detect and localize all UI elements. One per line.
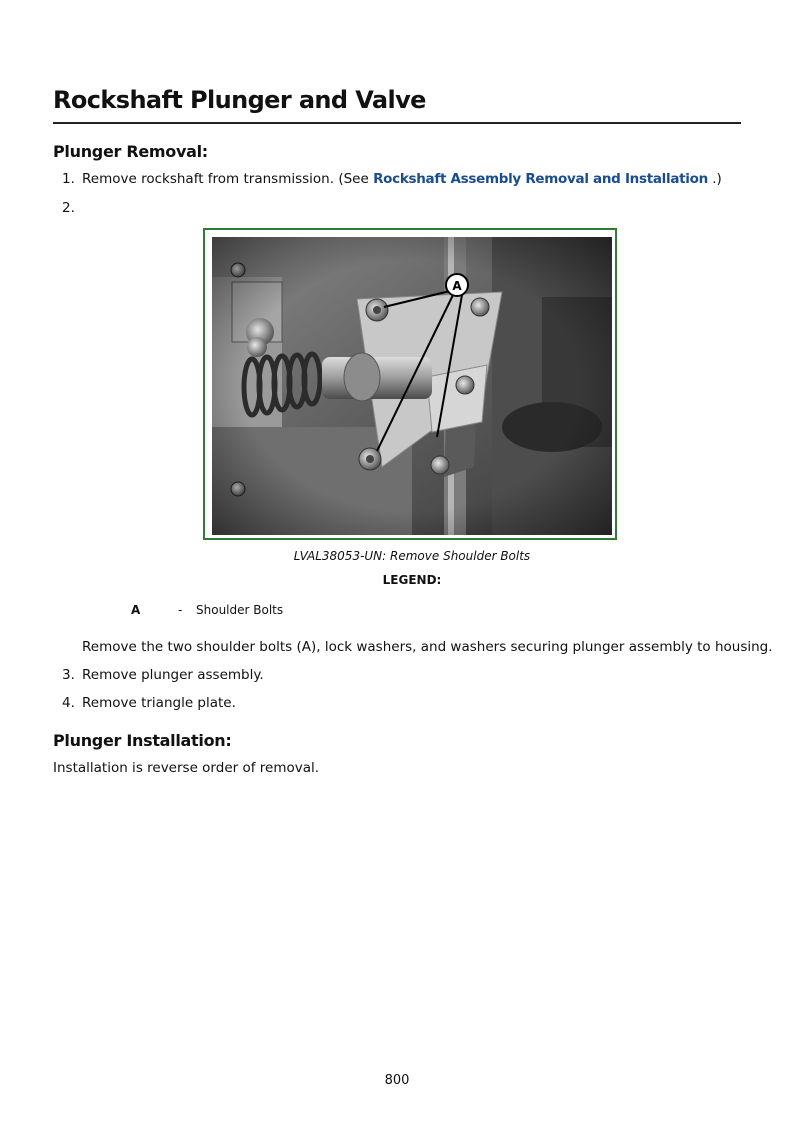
- step-number: 3.: [62, 667, 75, 683]
- page-number: 800: [384, 1073, 410, 1088]
- installation-text: Installation is reverse order of removal.: [53, 760, 320, 776]
- legend-key-a: A: [131, 603, 141, 617]
- plunger-installation-heading: Plunger Installation:: [53, 731, 232, 750]
- step-text-end: .): [707, 171, 722, 187]
- step-text: Remove triangle plate.: [82, 695, 236, 711]
- rockshaft-assembly-link[interactable]: Rockshaft Assembly Removal and Installation: [373, 171, 708, 187]
- legend-separator: -: [178, 603, 183, 617]
- removal-step-1: [62, 170, 722, 188]
- figure-frame: [203, 228, 617, 540]
- removal-step-2: [62, 199, 82, 217]
- legend-description: Shoulder Bolts: [196, 603, 284, 617]
- shoulder-bolts-photo: [212, 237, 612, 535]
- step-2-instruction: Remove the two shoulder bolts (A), lock washers, and washers securing plunger assembly to housing.: [82, 639, 773, 655]
- plunger-removal-heading: Plunger Removal:: [53, 142, 208, 161]
- step-number: 1.: [62, 171, 75, 187]
- page-title: Rockshaft Plunger and Valve: [53, 86, 426, 114]
- legend-title: LEGEND:: [382, 573, 442, 587]
- step-text: Remove plunger assembly.: [82, 667, 264, 683]
- step-text: Remove rockshaft from transmission. (See: [82, 171, 374, 187]
- title-divider: [53, 122, 741, 124]
- figure-caption: LVAL38053-UN: Remove Shoulder Bolts: [293, 549, 531, 563]
- step-number: 4.: [62, 695, 75, 711]
- removal-step-3: [62, 666, 264, 684]
- step-number: 2.: [62, 200, 75, 216]
- removal-step-4: [62, 694, 236, 712]
- callout-a-label: A: [452, 279, 462, 293]
